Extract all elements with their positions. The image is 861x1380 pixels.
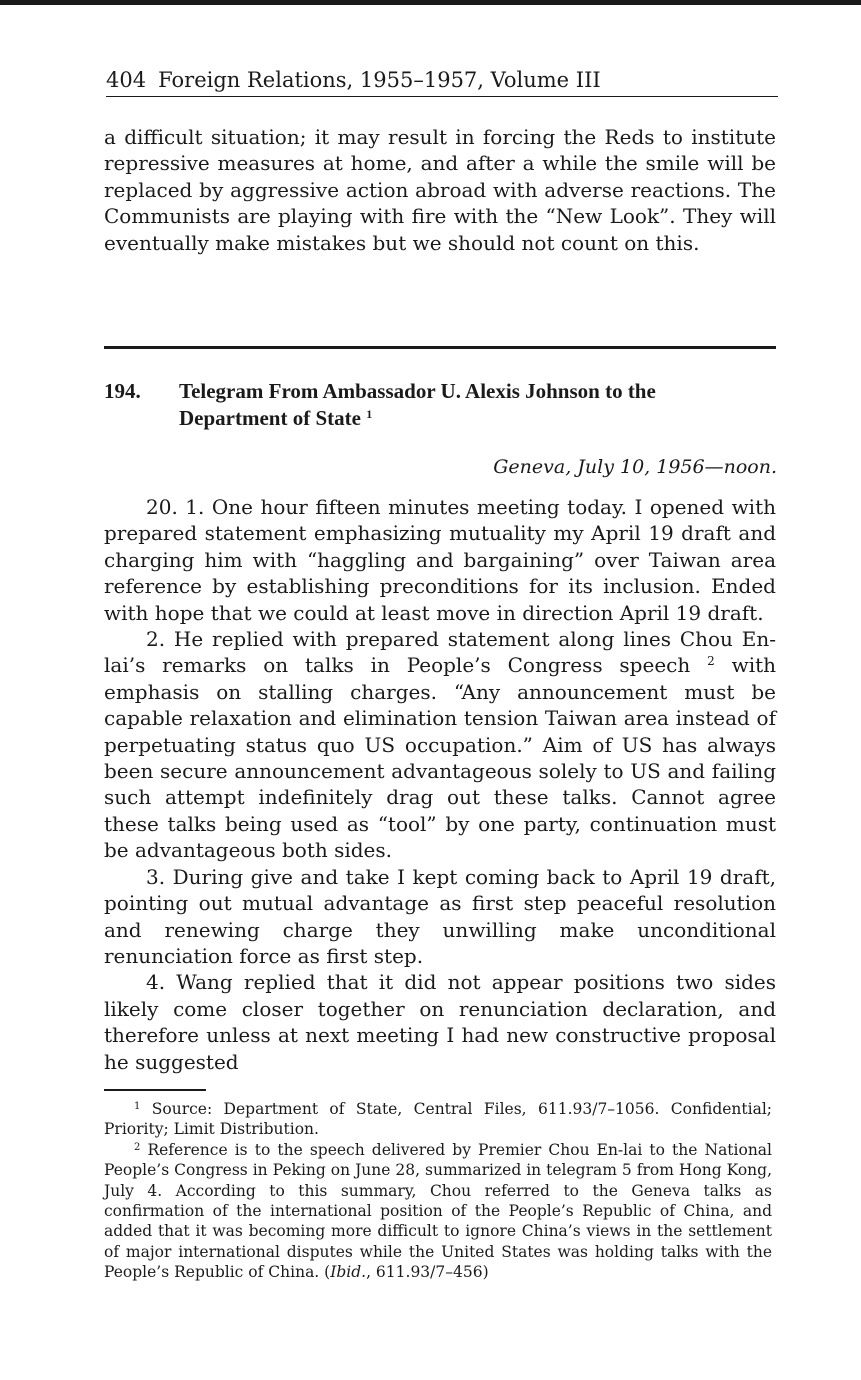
page-number: 404	[106, 68, 147, 92]
footnote-2-citation: , 611.93/7–456)	[366, 1263, 489, 1282]
section-divider	[104, 346, 776, 349]
paragraph-4: 4. Wang replied that it did not appear positions two sides likely come closer together on renunciation declaration, and therefore unless at next meeting I had new constructive proposal he suggested	[104, 970, 776, 1074]
footnotes	[104, 1099, 772, 1283]
intro-text	[104, 124, 776, 256]
footnote-1-text: Source: Department of State, Central Files, 611.93/7–1056. Confidential; Priority; Limit Distribution.	[104, 1100, 772, 1139]
document-number: 194.	[104, 379, 141, 403]
footnote-2	[104, 1140, 772, 1283]
telegram-body	[104, 494, 776, 1075]
paragraph-2	[104, 626, 776, 864]
footnote-2-marker: 2	[134, 1141, 141, 1153]
place-date: Geneva, July 10, 1956	[493, 456, 705, 478]
document-title-text: Telegram From Ambassador U. Alexis Johnson to the Department of State	[179, 379, 656, 430]
paragraph-3: 3. During give and take I kept coming back to April 19 draft, pointing out mutual advantage as first step peaceful resolution and renewing charge they unwilling make unconditional renunciation force as first step.	[104, 864, 776, 968]
footnote-ref-1: 1	[366, 407, 373, 421]
scan-top-border	[0, 0, 861, 5]
footnote-2-text: Reference is to the speech delivered by Premier Chou En-lai to the National People’s Congress in Peking on June 28, summarized in telegram 5 from Hong Kong, July 4. According to this summary, Chou referred to the Geneva talks as confirmation of the international position of the People’s Republic of China, and added that it was becoming more difficult to ignore China’s views in the settlement of major international disputes while the United States was holding talks with the People’s Republic of China. (	[104, 1140, 773, 1282]
footnote-rule	[104, 1089, 206, 1091]
paragraph-1: 20. 1. One hour fifteen minutes meeting today. I opened with prepared statement emphasizing mutuality my April 19 draft and charging him with “haggling and bargaining” over Taiwan area reference by establishing preconditions for its inclusion. Ended with hope that we could at least move in direction April 19 draft.	[104, 495, 776, 625]
intro-paragraph: a difficult situation; it may result in forcing the Reds to institute repressive measures at home, and after a while the smile will be replaced by aggressive action abroad with adverse reactions. The Communists are playing with fire with the “New Look”. They will eventually make mistakes but we should not count on this.	[104, 125, 776, 255]
place-date-line	[493, 454, 777, 480]
paragraph-2-start: 2. He replied with prepared statement along lines Chou En-lai’s remarks on talks in People’s Congress speech	[104, 627, 776, 678]
footnote-2-ibid: Ibid.	[330, 1263, 367, 1282]
footnote-1-marker: 1	[134, 1101, 141, 1112]
running-header	[106, 66, 778, 97]
paragraph-2-end: with emphasis on stalling charges. “Any announcement must be capable relaxation and elimination tension Taiwan area instead of perpetuating status quo US occupation.” Aim of US has always been secure announcement advantageous solely to US and failing such attempt indefinitely drag out these talks. Cannot agree these talks being used as “tool” by one party, continuation must be advantageous both sides.	[104, 653, 777, 863]
footnote-ref-2: 2	[707, 654, 715, 669]
document-title	[179, 378, 749, 432]
time-of-day: —noon.	[704, 456, 777, 478]
footnote-1	[104, 1099, 772, 1140]
running-title: Foreign Relations, 1955–1957, Volume III	[158, 68, 601, 92]
